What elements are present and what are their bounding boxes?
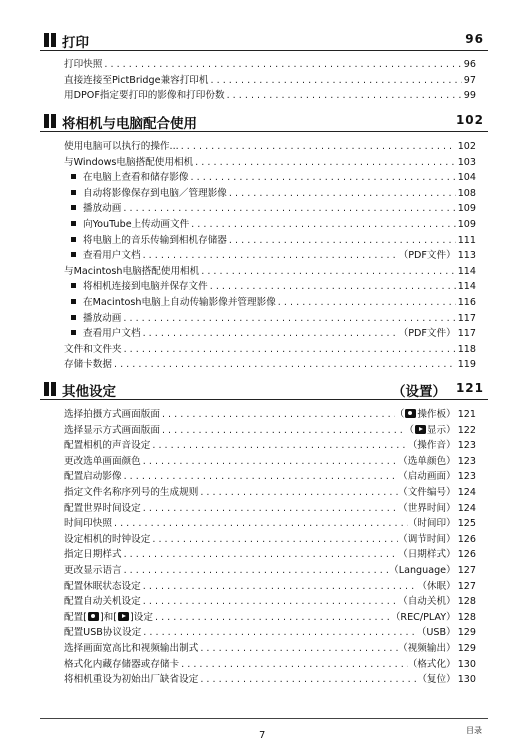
toc-entry[interactable] <box>64 515 476 531</box>
toc-entry-title: 指定日期样式 <box>64 549 122 561</box>
toc-entry-title: 播放动画 <box>83 312 122 324</box>
toc-entry[interactable] <box>64 72 476 88</box>
dot-leader <box>160 425 404 436</box>
toc-entry-page[interactable]: 116 <box>457 296 476 308</box>
toc-entry-note: （文件编号） <box>398 486 456 498</box>
toc-entry-title: 配置休眠状态设定 <box>64 580 141 592</box>
dot-leader <box>179 141 456 152</box>
dot-leader <box>209 75 462 86</box>
toc-entry-page[interactable]: 104 <box>457 172 476 184</box>
toc-entry-page[interactable]: 126 <box>457 533 476 545</box>
toc-entry-page[interactable]: 114 <box>457 265 476 277</box>
toc-entry[interactable] <box>64 406 476 422</box>
dot-leader <box>102 59 461 70</box>
toc-entry-note: （时间印） <box>407 518 456 530</box>
toc-entry-page[interactable]: 114 <box>457 281 476 293</box>
toc-entry-page[interactable]: 124 <box>457 502 476 514</box>
toc-entry-title: 将相机重设为初始出厂缺省设定 <box>64 674 199 686</box>
dot-leader <box>141 581 418 592</box>
toc-entry-title: 查看用户文档 <box>83 328 141 340</box>
toc-entry[interactable] <box>64 87 476 103</box>
dot-leader <box>141 503 398 514</box>
dot-leader <box>208 281 456 292</box>
toc-entry-page[interactable]: 119 <box>457 359 476 371</box>
toc-entry[interactable] <box>64 437 476 453</box>
toc-entry[interactable] <box>64 609 476 625</box>
toc-entry-note: （操作音） <box>407 440 456 452</box>
section-title: 其他设定 <box>62 384 116 400</box>
toc-entry-page[interactable]: 129 <box>457 642 476 654</box>
toc-entry-title: 打印快照 <box>64 59 103 70</box>
toc-entry-title: 在Macintosh电脑上自动传输影像并管理影像 <box>83 296 276 308</box>
toc-entry-title: 选择画面宽高比和视频输出制式 <box>64 642 199 654</box>
toc-entry-page[interactable]: 128 <box>457 596 476 608</box>
toc-entry-title: 选择显示方式画面版面 <box>64 424 160 436</box>
dot-leader <box>225 90 462 101</box>
bullet-square-icon <box>71 205 76 210</box>
toc-entry-note: （日期样式） <box>398 549 456 561</box>
toc-entry-page[interactable]: 123 <box>457 440 476 452</box>
toc-entry-page[interactable]: 130 <box>457 658 476 670</box>
dot-leader <box>122 549 399 560</box>
bullet-square-icon <box>71 252 76 257</box>
toc-entry-title: 更改选单画面颜色 <box>64 455 141 467</box>
bullet-square-icon <box>71 315 76 320</box>
bullet-square-icon <box>71 237 76 242</box>
toc-entry[interactable] <box>64 484 476 500</box>
toc-entry-title: 直接连接至PictBridge兼容打印机 <box>64 74 209 86</box>
dot-leader <box>150 440 407 451</box>
play-icon <box>118 612 129 621</box>
toc-entry-page[interactable]: 129 <box>457 627 476 639</box>
note-text: 操作板） <box>417 409 456 420</box>
toc-entry-page[interactable]: 109 <box>457 203 476 215</box>
toc-entry[interactable] <box>64 531 476 547</box>
toc-entry-title: 配置相机的声音设定 <box>64 440 151 452</box>
dot-leader <box>150 534 398 545</box>
toc-entry-page[interactable]: 122 <box>457 424 476 436</box>
toc-entry-title <box>64 609 153 623</box>
dot-leader <box>141 456 398 467</box>
toc-entry-title: 设定相机的时钟设定 <box>64 533 151 545</box>
toc-entry[interactable] <box>64 468 476 484</box>
toc-entry-page[interactable]: 127 <box>457 580 476 592</box>
title-part-c: ]设定 <box>130 611 153 623</box>
toc-entry-title: 存储卡数据 <box>64 359 112 371</box>
note-open: （ <box>394 409 405 420</box>
bullet-square-icon <box>71 299 76 304</box>
toc-entry-title: 时间印快照 <box>64 518 112 530</box>
toc-entry-note: （REC/PLAY） <box>390 611 456 623</box>
toc-entry[interactable] <box>64 453 476 469</box>
dot-leader <box>179 659 408 670</box>
toc-entry-title: 配置USB协议设定 <box>64 627 142 639</box>
dot-leader <box>198 674 417 685</box>
toc-entry[interactable] <box>64 593 476 609</box>
toc-entry-page[interactable]: 121 <box>457 409 476 420</box>
toc-list-computer <box>64 138 476 372</box>
toc-subentry[interactable] <box>64 278 476 294</box>
toc-entry[interactable] <box>64 341 476 357</box>
dot-leader <box>276 297 456 308</box>
toc-entry-title: 指定文件名称序列号的生成规则 <box>64 486 199 498</box>
dot-leader <box>122 471 399 482</box>
dot-leader <box>198 643 398 654</box>
section-header-settings <box>40 380 488 400</box>
page-number: 7 <box>259 730 266 741</box>
dot-leader <box>141 328 399 339</box>
dot-leader <box>122 565 390 576</box>
section-header-computer <box>40 112 488 132</box>
toc-entry-title: 格式化内藏存储器或存储卡 <box>64 658 180 670</box>
toc-entry-title: 配置启动影像 <box>64 471 122 483</box>
toc-entry-note: （视频输出） <box>398 642 456 654</box>
toc-entry-title: 使用电脑可以执行的操作... <box>64 141 179 152</box>
bullet-square-icon <box>71 221 76 226</box>
toc-entry-page[interactable]: 117 <box>457 312 476 324</box>
footer-divider <box>40 718 488 719</box>
toc-entry-note: （PDF文件） <box>398 250 456 262</box>
dot-leader <box>189 172 456 183</box>
toc-entry-title: 向YouTube上传动画文件 <box>83 218 190 230</box>
toc-entry[interactable] <box>64 546 476 562</box>
section-header-print <box>40 31 488 51</box>
toc-entry-page[interactable]: 102 <box>457 141 476 152</box>
toc-entry[interactable] <box>64 56 476 72</box>
section-page-number[interactable]: 102 <box>455 113 484 127</box>
toc-subentry[interactable] <box>64 310 476 326</box>
toc-entry-title: 用DPOF指定要打印的影像和打印份数 <box>64 90 225 102</box>
toc-entry-page[interactable]: 113 <box>457 250 476 262</box>
dot-leader <box>227 188 456 199</box>
toc-entry[interactable] <box>64 138 476 154</box>
toc-entry-note: （世界时间） <box>398 502 456 514</box>
toc-list-print <box>64 56 476 103</box>
toc-entry[interactable] <box>64 624 476 640</box>
dot-leader <box>141 596 398 607</box>
dot-leader <box>141 627 417 638</box>
toc-subentry[interactable] <box>64 325 476 341</box>
toc-entry-page[interactable]: 117 <box>457 328 476 340</box>
toc-entry-note: （Language） <box>389 564 456 576</box>
bullet-square-icon <box>71 190 76 195</box>
toc-entry[interactable] <box>64 422 476 438</box>
note-open: （ <box>404 424 414 436</box>
toc-entry-page[interactable]: 123 <box>457 455 476 467</box>
toc-entry-note <box>395 406 456 420</box>
toc-entry-title: 与Macintosh电脑搭配使用相机 <box>64 265 200 277</box>
toc-list-settings <box>64 406 476 687</box>
toc-entry[interactable] <box>64 356 476 372</box>
section-page-number[interactable]: 96 <box>465 32 484 46</box>
dot-leader <box>198 487 398 498</box>
toc-entry-page[interactable]: 99 <box>463 90 476 102</box>
toc-entry-note: （选单颜色） <box>398 455 456 467</box>
toc-entry-title: 将相机连接到电脑并保存文件 <box>83 281 208 293</box>
toc-entry-title: 配置世界时间设定 <box>64 502 141 514</box>
title-part-b: ]和[ <box>99 611 118 623</box>
toc-entry[interactable] <box>64 671 476 687</box>
dot-leader <box>122 344 456 355</box>
toc-entry[interactable] <box>64 640 476 656</box>
dot-leader <box>193 157 456 168</box>
toc-entry-page[interactable]: 111 <box>457 234 476 246</box>
toc-entry-page[interactable]: 123 <box>457 471 476 483</box>
toc-entry[interactable] <box>64 263 476 279</box>
toc-entry-title: 文件和文件夹 <box>64 343 122 355</box>
toc-entry-page[interactable]: 128 <box>457 611 476 623</box>
section-title: 打印 <box>62 35 89 51</box>
bullet-square-icon <box>71 174 76 179</box>
dot-leader <box>227 235 456 246</box>
section-title: 将相机与电脑配合使用 <box>62 116 197 132</box>
toc-entry-title: 自动将影像保存到电脑／管理影像 <box>83 187 227 199</box>
toc-entry-title: 选择拍摄方式画面版面 <box>64 409 160 420</box>
toc-entry-title: 播放动画 <box>83 203 122 215</box>
toc-entry-note: （调节时间） <box>398 533 456 545</box>
toc-entry-note: （格式化） <box>407 658 456 670</box>
toc-entry[interactable] <box>64 578 476 594</box>
play-icon <box>415 425 426 434</box>
toc-entry-note: （USB） <box>416 627 456 639</box>
toc-entry-note <box>404 422 455 436</box>
toc-subentry[interactable] <box>64 185 476 201</box>
toc-entry-page[interactable]: 97 <box>463 74 476 86</box>
section-marker-icon <box>44 114 57 128</box>
toc-entry-page[interactable]: 108 <box>457 187 476 199</box>
toc-entry-page[interactable]: 124 <box>457 486 476 498</box>
toc-entry-note: （复位） <box>417 674 456 686</box>
toc-entry[interactable] <box>64 154 476 170</box>
dot-leader <box>112 518 408 529</box>
toc-subentry[interactable] <box>64 200 476 216</box>
toc-entry-page[interactable]: 130 <box>457 674 476 686</box>
toc-subentry[interactable] <box>64 216 476 232</box>
toc-entry-page[interactable]: 109 <box>457 218 476 230</box>
toc-entry-page[interactable]: 125 <box>457 518 476 530</box>
dot-leader <box>153 612 391 623</box>
camera-icon <box>405 409 416 418</box>
dot-leader <box>199 266 455 277</box>
toc-entry-note: （PDF文件） <box>398 328 456 340</box>
dot-leader <box>121 203 455 214</box>
bullet-square-icon <box>71 283 76 288</box>
toc-entry-note: （启动画面） <box>398 471 456 483</box>
dot-leader <box>141 250 399 261</box>
toc-entry-title: 将电脑上的音乐传输到相机存储器 <box>83 234 227 246</box>
toc-entry-page[interactable]: 103 <box>457 156 476 168</box>
toc-entry-title: 在电脑上查看和储存影像 <box>83 172 189 184</box>
section-marker-icon <box>44 382 57 396</box>
title-part-a: 配置[ <box>64 611 87 623</box>
toc-entry[interactable] <box>64 656 476 672</box>
camera-icon <box>88 612 99 621</box>
toc-entry-title: 与Windows电脑搭配使用相机 <box>64 156 194 168</box>
dot-leader <box>121 313 455 324</box>
dot-leader <box>189 219 456 230</box>
note-text: 显示） <box>426 424 456 436</box>
toc-entry-page[interactable]: 96 <box>463 59 476 70</box>
toc-entry-page[interactable]: 118 <box>457 343 476 355</box>
bullet-square-icon <box>71 330 76 335</box>
section-title-suffix: （设置） <box>392 384 446 400</box>
toc-entry-page[interactable]: 126 <box>457 549 476 561</box>
section-marker-icon <box>44 33 57 47</box>
toc-entry-title: 更改显示语言 <box>64 564 122 576</box>
toc-subentry[interactable] <box>64 232 476 248</box>
footer-section-tag: 目录 <box>466 726 482 735</box>
toc-entry[interactable] <box>64 500 476 516</box>
toc-entry-note: （自动关机） <box>398 596 456 608</box>
toc-entry-note: （休眠） <box>417 580 456 592</box>
dot-leader <box>160 409 395 420</box>
section-page-number[interactable]: 121 <box>455 381 484 395</box>
toc-entry[interactable] <box>64 562 476 578</box>
toc-entry-title: 查看用户文档 <box>83 250 141 262</box>
toc-subentry[interactable] <box>64 247 476 263</box>
toc-subentry[interactable] <box>64 294 476 310</box>
toc-subentry[interactable] <box>64 169 476 185</box>
dot-leader <box>112 359 456 370</box>
toc-entry-page[interactable]: 127 <box>457 564 476 576</box>
toc-entry-title: 配置自动关机设定 <box>64 596 141 608</box>
